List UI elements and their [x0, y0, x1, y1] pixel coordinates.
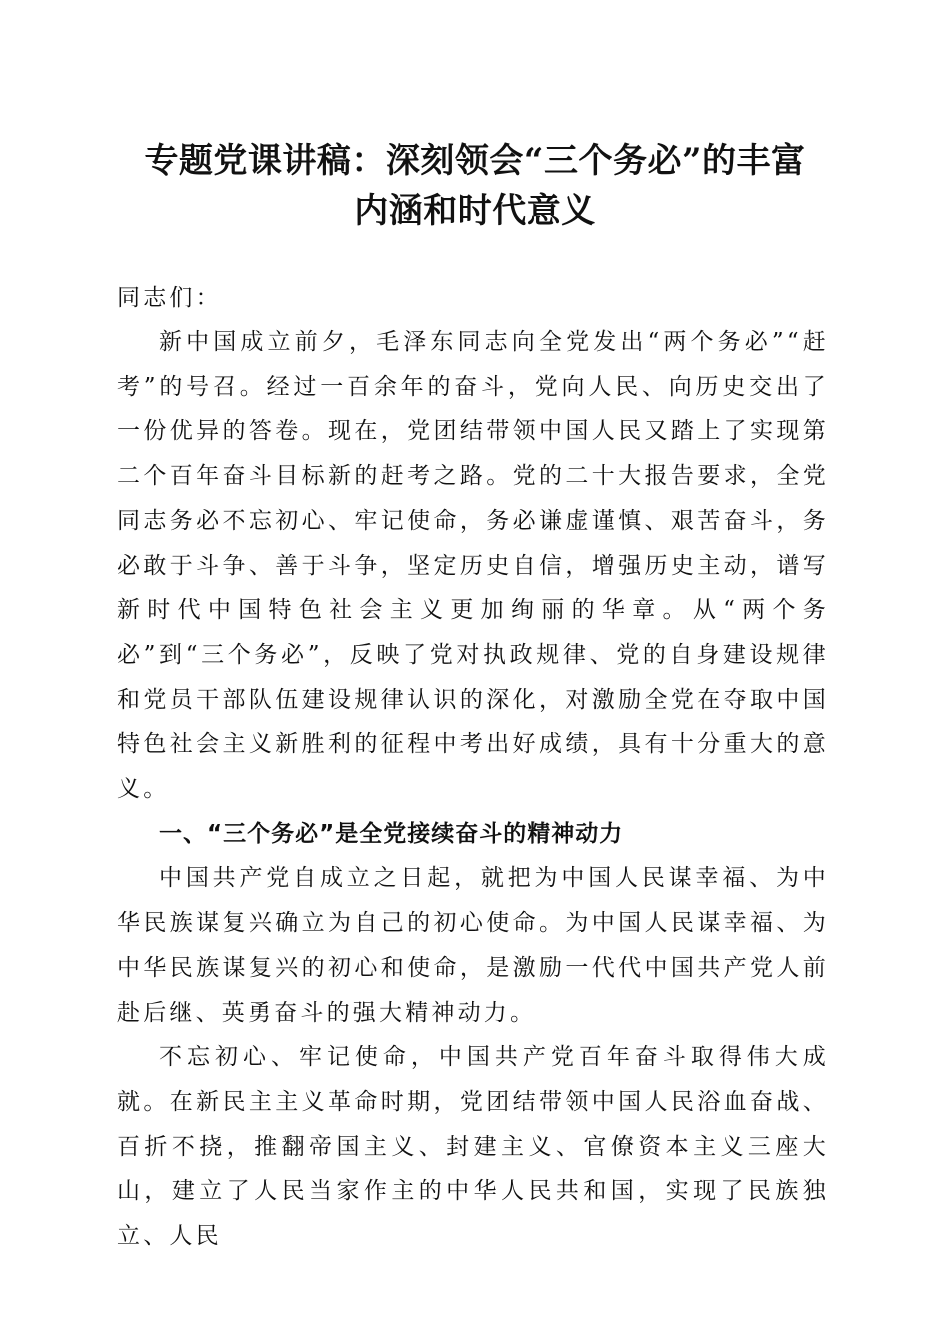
section1-paragraph-1: 中国共产党自成立之日起，就把为中国人民谋幸福、为中华民族谋复兴确立为自己的初心使命。为中国人民谋幸福、为中华民族谋复兴的初心和使命，是激励一代代中国共产党人前赴后继、英勇奋斗的强大精神动力。 — [117, 865, 829, 1026]
intro-paragraph: 新中国成立前夕，毛泽东同志向全党发出“两个务必”“赶考”的号召。经过一百余年的奋斗，党向人民、向历史交出了一份优异的答卷。现在，党团结带领中国人民又踏上了实现第二个百年奋斗目标新的赶考之路。党的二十大报告要求，全党同志务必不忘初心、牢记使命，务必谦虚谨慎、艰苦奋斗，务必敢于斗争、善于斗争，坚定历史自信，增强历史主动，谱写新时代中国特色社会主义更加绚丽的华章。从“两个务必”到“三个务必”，反映了党对执政规律、党的自身建设规律和党员干部队伍建设规律认识的深化，对激励全党在夺取中国特色社会主义新胜利的征程中考出好成绩，具有十分重大的意义。 — [117, 329, 829, 803]
title-line-1: 专题党课讲稿：深刻领会“三个务必”的丰富 — [144, 141, 806, 181]
greeting: 同志们： — [117, 285, 222, 311]
title-line-2: 内涵和时代意义 — [354, 191, 596, 231]
document-title — [110, 136, 840, 236]
section1-paragraph-2: 不忘初心、牢记使命，中国共产党百年奋斗取得伟大成就。在新民主主义革命时期，党团结带领中国人民浴血奋战、百折不挠，推翻帝国主义、封建主义、官僚资本主义三座大山，建立了人民当家作主的中华人民共和国，实现了民族独立、人民 — [117, 1044, 829, 1250]
document-body — [117, 276, 829, 1259]
section-heading-1: 一、“三个务必”是全党接续奋斗的精神动力 — [159, 820, 624, 847]
